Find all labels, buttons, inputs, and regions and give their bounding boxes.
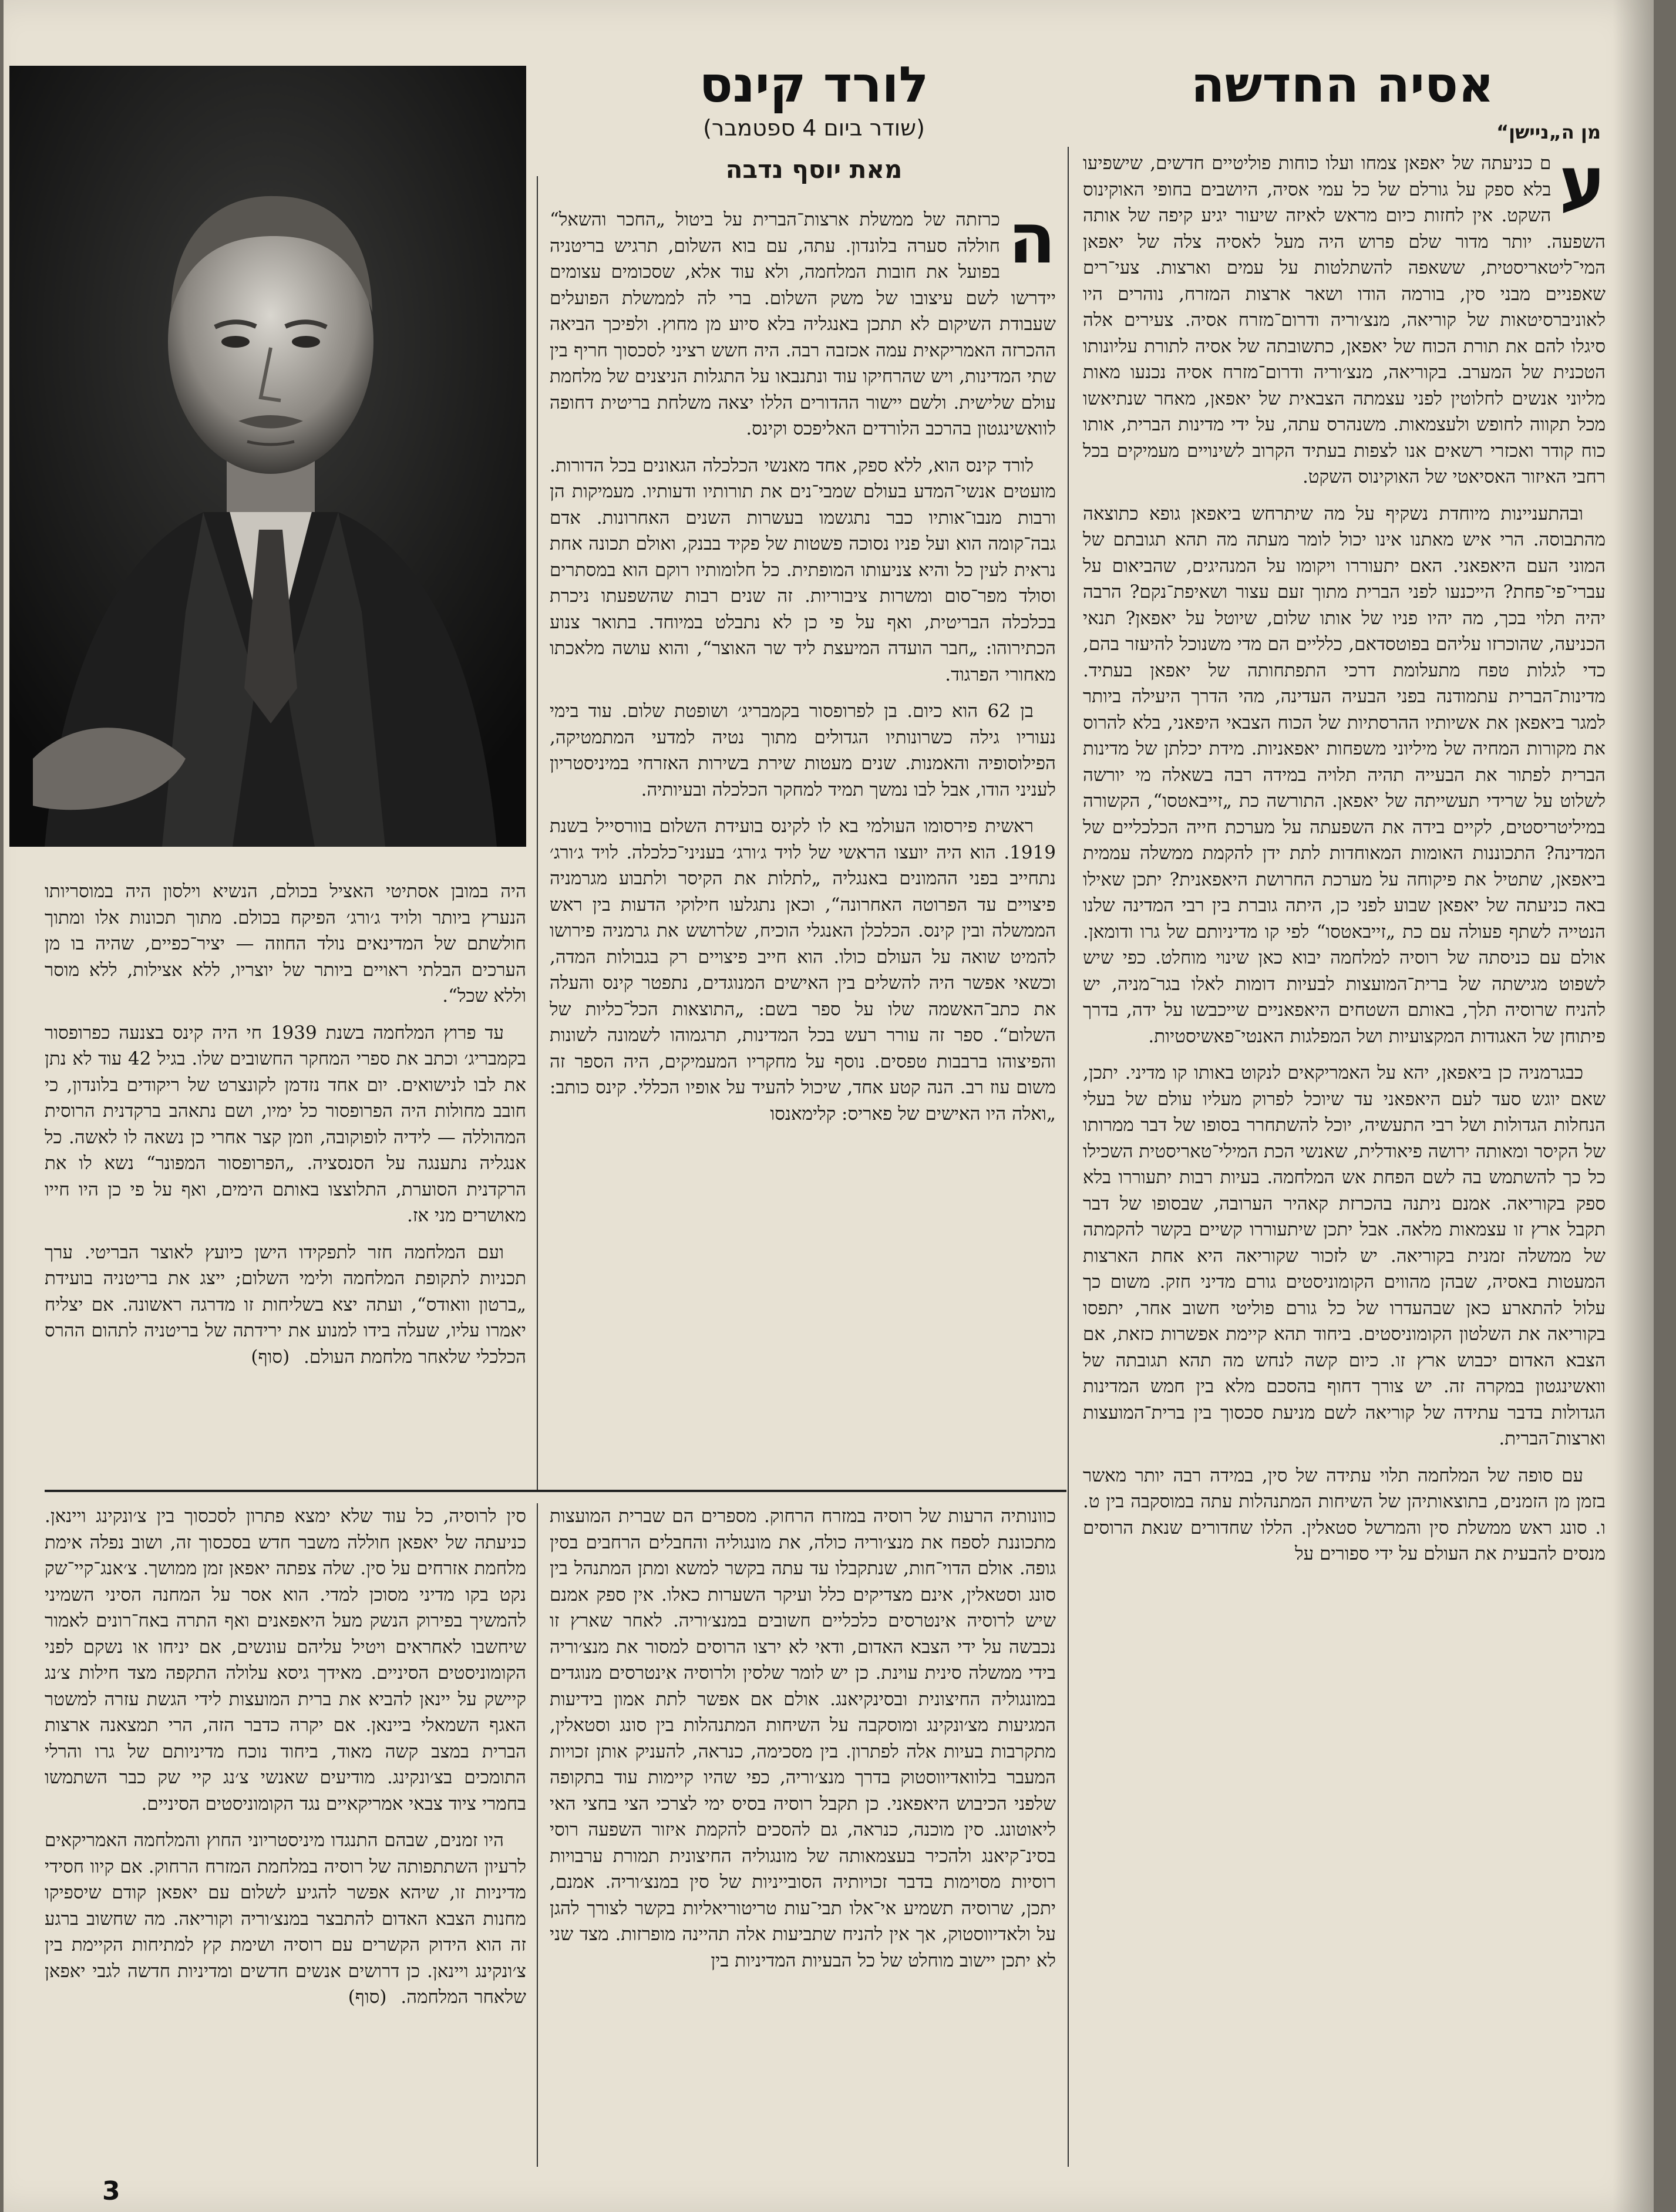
asia-paragraph-1-text: ם כניעתה של יאפאן צמחו ועלו כוחות פוליטיים חדשים, שישפיעו בלא ספק על גורלם של כל עמי אסיה, היושבים בחופי האוקינוס השקט. אין לחזות כיום מראש לאיזה שיעור יגיע קיפה של אותה השפעה. יותר מדור שלם פרוש היה מעל לאסיה צלה של יאפאן המי־ליטאריסטית, ששאפה להשתלטות על עמים וארצות. צעי־רים שאפניים מבני סין, בורמה הודו ושאר ארצות המזרח, נוהרים היו לאוניברסיטאות של קוריאה, מנצ׳וריה ודרום־מזרח אסיה. צעירים אלה סיגלו להם את תורת הכוח של יאפאן, כתשובתה של אסיה לתורת עליונותו הטכנית של המערב. בקוריאה, מנצ׳וריה ודרום־מזרח אסיה נכנעו מאות מליוני אנשים לחלוטין לפני עצמתה הצבאית של יאפאן, מאחר שנתיאשו מכל תקווה לחופש ולעצמאות. משנהרס עתה, על ידי מדינות הברית, אותו כוח קודר ואכזרי רשאים אנו לצפות בעתיד הקרוב לשינויים מעמיקים בכל רחבי האיזור האסיאטי של האוקינוס השקט.: [1083, 153, 1606, 487]
portrait-illustration: [9, 66, 526, 847]
asia-column-3: [45, 1503, 526, 2167]
asia-headline: אסיה החדשה: [1190, 56, 1495, 113]
keynes-paragraph-1: [550, 207, 1056, 442]
asia-continued-paragraph-3: [45, 1827, 526, 2011]
keynes-paragraph-3: בן 62 הוא כיום. בן לפרופסור בקמבריג׳ ושופטת שלום. עוד בימי נעוריו גילה כשרונותיו הגדולים מתוך נטיה למדעי המתמטיקה, הפילוסופיה והאמנות. שנים מעטות שירת בשירות האזרחי במיניסטריון לעניני הודו, אבל לבו נמשך תמיד למחקר הכלכלה ובעיותיה.: [550, 701, 1056, 800]
keynes-drop-cap: ה: [1008, 207, 1056, 279]
asia-column-1: [1083, 150, 1606, 2170]
asia-source: מן ה„ניישן“: [1496, 121, 1601, 143]
keynes-paragraph-2: לורד קינס הוא, ללא ספק, אחד מאנשי הכלכלה הגאונים בכל הדורות. מועטים אנשי־המדע בעולם שמבי־נים את תורותיו ודעותיו. מעמיקות הן ורבות מנבו־אותיו כבר נתגשמו בעשרות השנים האחרונות. אדם גבה־קומה הוא ועל פניו נסוכה פשטות של פקיד בבנק, ואולם תכונה אחת נראית לעין כל והיא צניעותו המופתית. כל חלומותיו רוקם הוא במסתרים וסולד מפר־סום ומשרות ציבוריות. זה שנים רבות שהשפעתו ניכרת בכלכלה הבריטית, ואף על פי כן לא נתבלט במיוחד. בתואר צנוע הכתירוהו: „חבר הועדה המיעצת ליד שר האוצר“, והוא עושה מלאכתו מאחורי הפרגוד.: [550, 454, 1056, 685]
column-rule-lower-left: [537, 1503, 538, 2167]
asia-paragraph-4: עם סופה של המלחמה תלוי עתידה של סין, במידה רבה יותר מאשר בזמן מן הזמנים, בתוצאותיהן של השיחות המתנהלות עתה במוסקבה בין ט. ו. סונג ראש ממשלת סין והמרשל סטאלין. הללו שחדורים שנאת הרוסים מנסים להבעית את העולם על ידי ספורים על: [1083, 1464, 1606, 1564]
keynes-left-paragraph-1: היה במובן אסתיטי האציל בכולם, הנשיא וילסון היה במוסריותו הנערץ ביותר ולויד ג׳ורג׳ הפיקח בכולם. מתוך תכונות אלו ומתוך חולשתם של המדינאים נולד החוזה — יציר־כפיים, שהיה בו מן הערכים הבלתי ראויים ביותר של יוצריו, ללא אצילות, ללא מוסר וללא שכל“.: [45, 881, 526, 1006]
keynes-byline: מאת יוסף נדבה: [725, 155, 903, 184]
page-number: 3: [102, 2176, 120, 2206]
asia-end-mark: (סוף): [348, 1987, 387, 2008]
keynes-subtitle: (שודר ביום 4 ספטמבר): [703, 115, 925, 141]
asia-continued-paragraph-3-text: היו זמנים, שבהם התנגדו מיניסטריוני החוץ והמלחמה האמריקאים לרעיון השתתפותה של רוסיה במלחמת המזרח הרחוק. אם קיוו חסידי מדיניות זו, שיהא אפשר להגיע לשלום עם יאפאן קודם שיספיקו מחנות הצבא האדום להתבצר במנצ׳וריה וקוריאה. מה שחשוב ברגע זה הוא הידוק הקשרים עם רוסיה ושימת קץ למתיחות הקיימת בין צ׳ונקינג ויינאן. כן דרושים אנשים חדשים ומדיניות חדשה לגבי יאפאן שלאחר המלחמה.: [45, 1830, 526, 2008]
asia-drop-cap: ע: [1559, 150, 1606, 223]
article-divider-rule: [45, 1490, 1066, 1492]
asia-column-2: [550, 1503, 1056, 2167]
keynes-left-paragraph-2: עד פרוץ המלחמה בשנת 1939 חי היה קינס בצנעה כפרופסור בקמבריג׳ וכתב את ספרי המחקר החשובים שלו. בגיל 42 עוד לא נתן את לבו לנישואים. יום אחד נזדמן לקונצרט של ריקודים בלונדון, כי חובב מחולות היה הפרופסור כל ימיו, ושם נתאהב ברקדנית הרוסית המהוללה — לידיה לופוקובה, וזמן קצר אחרי כן נשאה לו לאשה. כל אנגליה נתענגה על הסנסציה. „הפרופסור המפונר“ נשא לו את הרקדנית הסוערת, התלוצצו באותם הימים, ואף על פי כן היו חייו מאושרים מני אז.: [45, 1022, 526, 1226]
keynes-column-2: [45, 878, 526, 1483]
keynes-left-paragraph-3-text: ועם המלחמה חזר לתפקידו הישן כיועץ לאוצר הבריטי. ערך תכניות לתקופת המלחמה ולימי השלום; ייצג את בריטניה בועידת „ברטון וואודס“, ועתה יצא בשליחות זו מדרגה ראשונה. אם יצליח יאמרו עליו, שעלה בידו למנוע את ירידתה של בריטניה לתהום ההרס הכלכלי שלאחר מלחמת העולם.: [45, 1241, 526, 1368]
keynes-headline: לורד קינס: [699, 56, 929, 113]
keynes-portrait-photo: [9, 66, 526, 847]
asia-paragraph-1: [1083, 150, 1606, 490]
magazine-page: [4, 0, 1654, 2212]
asia-continued-paragraph-1: כוונותיה הרעות של רוסיה במזרח הרחוק. מספרים הם שברית המועצות מתכוננת לספח את מנצ׳וריה כולה, את מונגוליה והחבלים הרחבים בסין גופה. אולם הדוי־חות, שנתקבלו עד עתה בקשר למשא ומתן המתנהל בין סונג וסטאלין, אינם מצדיקים כלל ועיקר השערות כאלו. אין ספק אמנם שיש לרוסיה אינטרסים כלכליים חשובים במנצ׳וריה. לאחר שארץ זו נכבשה על ידי הצבא האדום, ודאי לא ירצו הרוסים למסור את מנצ׳וריה בידי ממשלה סינית עוינת. כן יש לומר שלסין ולרוסיה אינטרסים מנוגדים במונגוליה החיצונית ובסינקיאנג. אולם אם אפשר לתת אמון בידיעות המגיעות מצ׳ונקינג ומוסקבה על השיחות המתנהלות בין סונג וסטאלין, מתקרבות בעיות אלה לפתרון. בין מסכימה, כנראה, להעניק אותן זכויות המעבר בלוואדיווסטוק בדרך מנצ׳וריה, כפי שהיו קיימות עוד בתקופה שלפני הכיבוש היאפאני. כן תקבל רוסיה בסיס ימי לצרכי הצי בחצי האי ליאוטונג. סין מוכנה, כנראה, גם להסכים להקמת איזור השפעה רוסי בסינ־קיאנג ולהכיר בעצמאותה של מונגוליה החיצונית תמורת ערבויות רוסיות מסוימות בדבר זכויותיה הסובייניות של סין במנצ׳וריה. אמנם, יתכן, שרוסיה תשמיע אי־אלו תבי־עות טריטוריאליות בקשר לצורך להגן על ולאדיווסטוק, אך אין להניח שתביעות אלה תהיינה מופרזות. מצד שני לא יתכן יישוב מוחלט של כל הבעיות המדיניות בין: [550, 1506, 1056, 1971]
column-rule-middle: [537, 176, 538, 1491]
asia-paragraph-2: ובהתעניינות מיוחדת נשקיף על מה שיתרחש ביאפאן גופא כתוצאה מהתבוסה. הרי איש מאתנו אינו יכול לומר מעתה מה תהא תגובתם של המוני העם היאפאני. האם יתעוררו ויקומו על המנהיגים, שהביאום על עברי־פי־פחת? הייכנעו לפני הברית מתוך זעם עצור ושאיפת־נקם? הרבה יהיה תלוי בכך, מה יהיו פניו של אותו שלום, שיוטל על יאפאן? תנאי הכניעה, שהוכרזו עליהם בפוטסדאם, כלליים הם מדי משנוכל להיעזר בהם, כדי לגלות טפח מתעלומת דרכי התפתחותה של יאפאן בעתיד. מדינות־הברית עתמודנה בפני הבעיה העדינה, מהי הדרך היעילה ביותר למגר ביאפאן את אשיותיו ההרסתיות של הכוח הצבאי היפאני, בלא להרוס את מקורות המחיה של מיליוני משפחות יאפאניות. מידת יכלתן של מדינות הברית לפתור את הבעייה תהיה תלויה במידה רבה בשאלה מי יורשה לשלוט על שרידי תעשייתה של יאפאן. התורשה כת „זייבאטסו“, הקשורה במיליטריסטים, לקיים בידה את השפעתה על מערכת חייה הכלכליים של המדינה? התכוננות האומות המאוחדות לתת ידן להקמת ממשלה עממית ביאפאן, שתטיל את פיקוחה על מערכת החרושת היאפאנית? יתכן שאילו באה כניעתה של יאפאן שבוע לפני כן, היתה גוברת בין רבי המדינה שלנו הנטייה לשתף פעולה עם כת „זייבאטסו“ לפי קו מדיניותם של גרו ודומאן. אולם עם כניסתה של רוסיה למלחמה יבוא כאן שינוי מוחלט. כפי שיש לשפוט מגישתה של ברית־המועצות לבעיות דומות לאלו בגר־מניה, יש להניח שרוסיה תלך, באותם השטחים היאפאניים שייכבשו על ידה, בדרך פיתוחן של האגודות המקצועיות ושל המפלגות האנטי־פאשיסטיות.: [1083, 503, 1606, 1047]
keynes-end-mark: (סוף): [251, 1346, 290, 1368]
keynes-left-paragraph-3: [45, 1240, 526, 1371]
keynes-paragraph-4: ראשית פירסומו העולמי בא לו לקינס בועידת השלום בוורסייל בשנת 1919. הוא היה יועצו הראשי של לויד ג׳ורג׳ בעניני־כלכלה. לויד ג׳ורג׳ נתחייב בפני ההמונים באנגליה „לתלות את הקיסר ולתבוע מגרמניה פיצויים עד הפרוטה האחרונה“, וכאן נתגלעו חילוקי הדעות בין ראש הממשלה ובין קינס. הכלכלן האנגלי הוכיח, שלרושש את גרמניה פירושו להמיט שואה על העולם כולו. הוא חייב פיצויים רק בגבולות המדה, וכשאי אפשר היה להשלים בין האישים המנוגדים, נתפטר קינס והעלה את כתב־האשמה שלו על ספר בשם: „התוצאות הכל־כליות של השלום“. ספר זה עורר רעש בכל המדינות, תרגמוהו לשמונה לשונות והפיצוהו ברבבות טפסים. נוסף על מחקריו המעמיקים, היה הספר זה משום עוז רב. הנה קטע אחד, שיכול להעיד על אופיו הכללי. קינס כותב: „ואלה היו האישים של פאריס: קלימאנסו: [550, 816, 1056, 1124]
keynes-paragraph-1-text: כרזתה של ממשלת ארצות־הברית על ביטול „החכר והשאל“ חוללה סערה בלונדון. עתה, עם בוא השלום, תרגיש בריטניה בפועל את חובות המלחמה, ולא עוד אלא, שסכומים עצומים יידרשו לשם עיצובו של משק השלום. ברי לה לממשלת הפועלים שעבודת השיקום לא תתכן באנגליה בלא סיוע מן מחוץ. ולפיכך הביאה ההכרזה האמריקאית עמה אכזבה רבה. היה חשש רציני לסכסוך חריף בין שתי המדינות, ויש שהרחיקו עוד ונתנבאו על התגלות הניצנים של מלחמת עולם שלישית. ולשם יישור ההדורים הללו יצאה משלחת בריטית דחופה לוואשינגטון בהרכב הלורדים האליפכס וקינס.: [550, 209, 1056, 439]
keynes-column-1: [550, 207, 1056, 1481]
page-edge-shadow: [1613, 0, 1654, 2212]
asia-continued-paragraph-2: סין לרוסיה, כל עוד שלא ימצא פתרון לסכסוך בין צ׳ונקינג ויינאן. כניעתה של יאפאן חוללה משבר חדש בסכסוך זה, ושוב נפלה אימת מלחמת אזרחים על סין. שלה צפתה יאפאן זמן ממושך. צ׳אנג־קיי־שק נקט בקו מדיני מסוכן למדי. הוא אסר על המחנה הסיני השמיני להמשיך בפירוק הנשק מעל היאפאנים ואף התרה באח־רונים לאמור שיחשבו לאחראים ויטיל עליהם עונשים, אם יניחו או נשקם לפני הקומוניסטים הסיניים. מאידך גיסא עלולה התקפה מצד חילות צ׳נג קיישק על יינאן להביא את ברית המועצות לידי הגשת עזרה למשטר האגף השמאלי ביינאן. אם יקרה כדבר הזה, הרי תמצאנה ארצות הברית במצב קשה מאוד, ביחוד נוכח מדיניותם של גרו והרלי התומכים בצ׳ונקינג. מודיעים שאנשי צ׳נג קיי שק כבר השתמשו בחמרי ציוד צבאי אמריקאיים נגד הקומוניסטים הסיניים.: [45, 1506, 526, 1814]
column-rule-right: [1068, 147, 1069, 2167]
asia-paragraph-3: כבגרמניה כן ביאפאן, יהא על האמריקאים לנקוט באותו קו מדיני. יתכן, שאם יוגש סעד לעם היאפאני עד שיוכל לפרוק מעליו עולם של בעלי הנחלות הגדולות ושל רבי התעשיה, יוכל להשתחרר בסופו של דבר ממרותו של הקיסר ומאותה ירושה פיאודלית, שאנשי הכת המילי־טאריסטית השכילו כל כך להשתמש בה לשם הפחת אש המלחמה. בעיות רבות יתעוררו בלא ספק בקוריאה. אמנם ניתנה בהכרזת קאהיר הערובה, שבסופו של דבר תקבל ארץ זו עצמאות מלאה. אבל יתכן שיתעוררו קשיים בקשר להקמתה של ממשלה זמנית בקוריאה. יש לזכור שקוריאה היא אחת הארצות המעטות באסיה, שבהן מהווים הקומוניסטים גורם מדיני חזק. משום כך עלול להתארע כאן שבהעדרו של כל גורם פוליטי חשוב אחר, יתפסו בקוריאה את השלטון הקומוניסטים. ביחוד תהא קיימת אפשרות כזאת, אם הצבא האדום יכבוש ארץ זו. כיום קשה לנחש מה תהא תגובתה של וואשינגטון במקרה זה. יש צורך דחוף בהסכם מלא בין חמש המדינות הגדולות בדבר עתידה של קוריאה לשם מניעת סכסוך בין ברית־המועצות וארצות־הברית.: [1083, 1062, 1606, 1449]
